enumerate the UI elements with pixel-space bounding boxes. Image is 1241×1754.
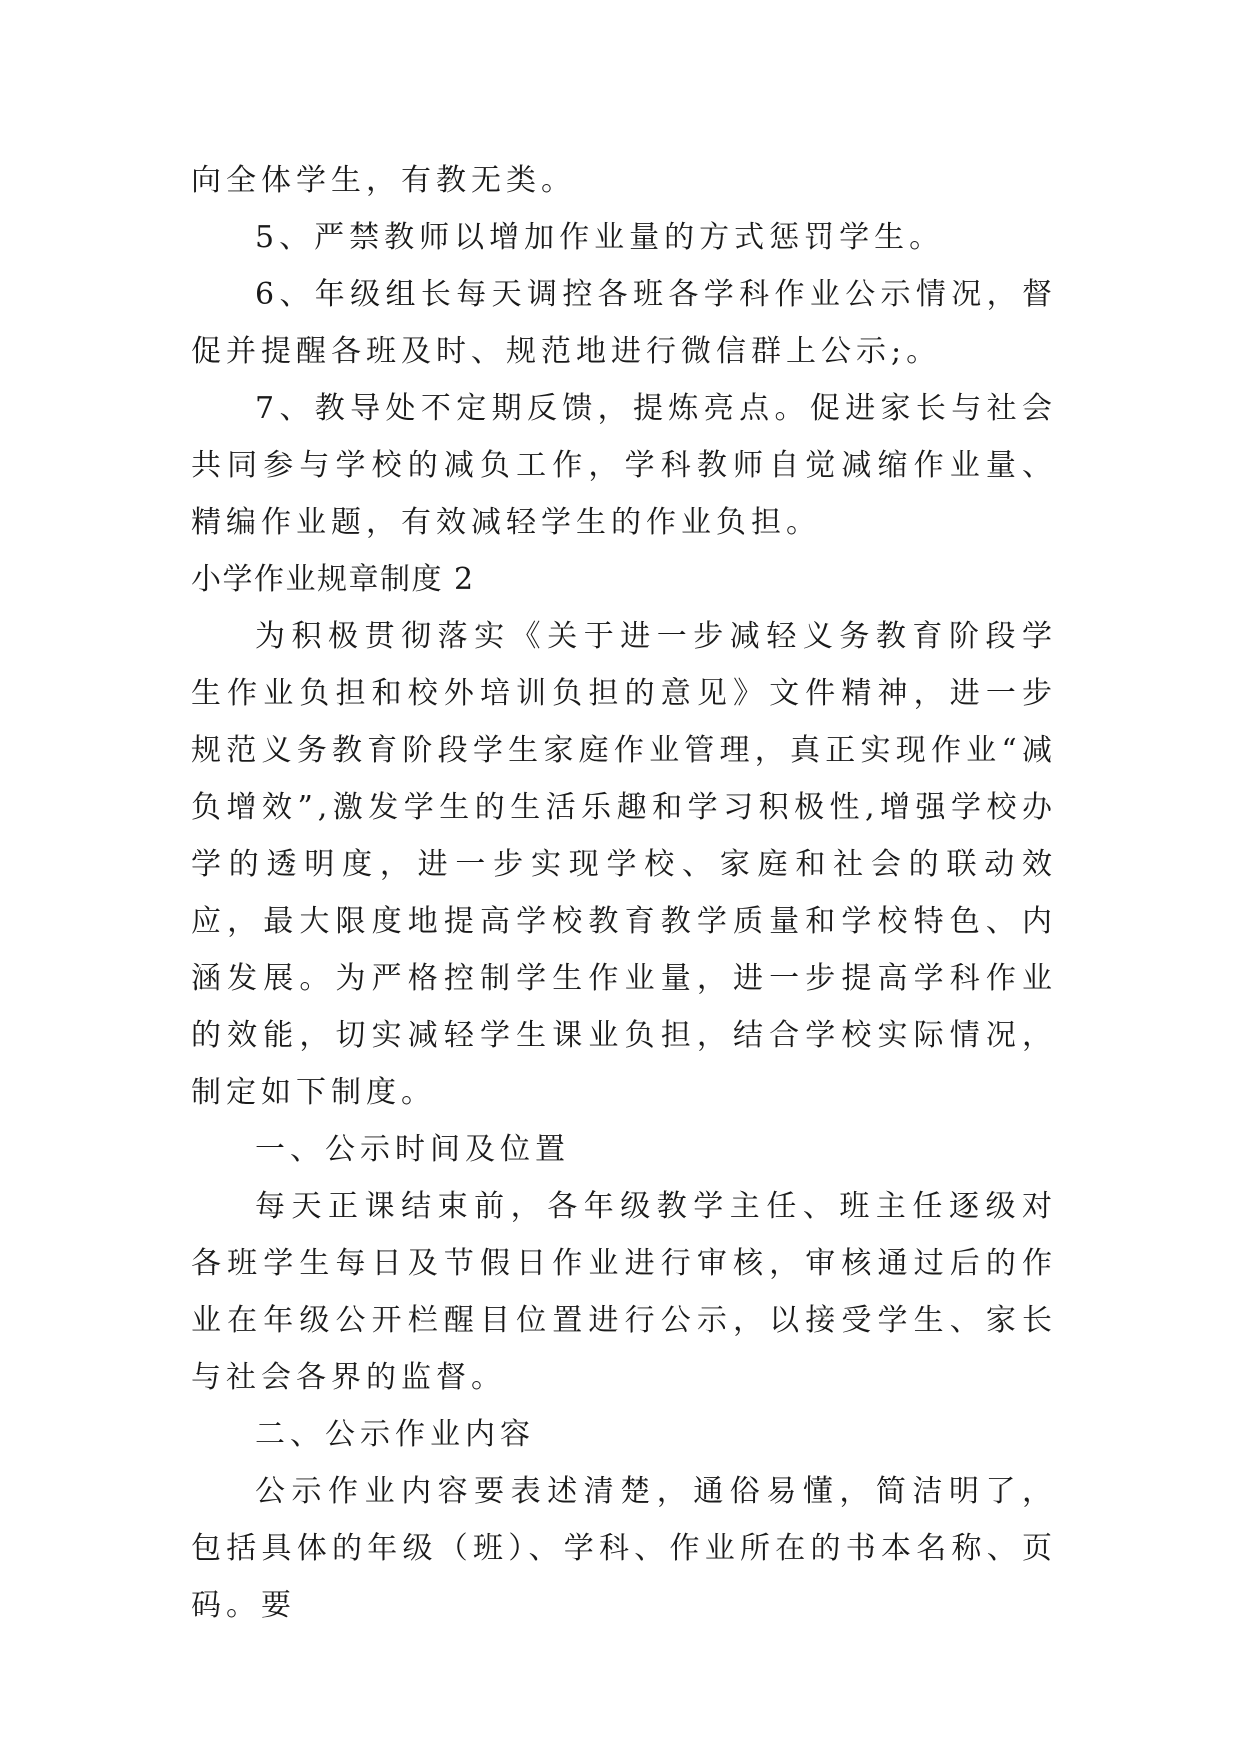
subheading-publication-time: 一、公示时间及位置: [255, 1132, 570, 1167]
document-body: [191, 152, 1057, 1634]
paragraph-continuation: 向全体学生，有教无类。: [191, 163, 576, 198]
paragraph-item-6: 6、年级组长每天调控各班各学科作业公示情况，督促并提醒各班及时、规范地进行微信群上公示;。: [191, 277, 1057, 369]
paragraph-item-5: 5、严禁教师以增加作业量的方式惩罚学生。: [255, 220, 945, 255]
paragraph-homework-content: 公示作业内容要表述清楚，通俗易懂，简洁明了，包括具体的年级（班）、学科、作业所在的书本名称、页码。要: [191, 1474, 1057, 1623]
paragraph-publication-time: 每天正课结束前，各年级教学主任、班主任逐级对各班学生每日及节假日作业进行审核，审核通过后的作业在年级公开栏醒目位置进行公示，以接受学生、家长与社会各界的监督。: [191, 1189, 1057, 1395]
section-heading: 小学作业规章制度 2: [191, 562, 475, 597]
subheading-homework-content: 二、公示作业内容: [255, 1417, 535, 1452]
paragraph-intro: 为积极贯彻落实《关于进一步减轻义务教育阶段学生作业负担和校外培训负担的意见》文件精神，进一步规范义务教育阶段学生家庭作业管理，真正实现作业“减负增效”,激发学生的生活乐趣和学习积极性,增强学校办学的透明度，进一步实现学校、家庭和社会的联动效应，最大限度地提高学校教育教学质量和学校特色、内涵发展。为严格控制学生作业量，进一步提高学科作业的效能，切实减轻学生课业负担，结合学校实际情况，制定如下制度。: [191, 619, 1057, 1110]
paragraph-item-7: 7、教导处不定期反馈，提炼亮点。促进家长与社会共同参与学校的减负工作，学科教师自觉减缩作业量、精编作业题，有效减轻学生的作业负担。: [191, 391, 1057, 540]
